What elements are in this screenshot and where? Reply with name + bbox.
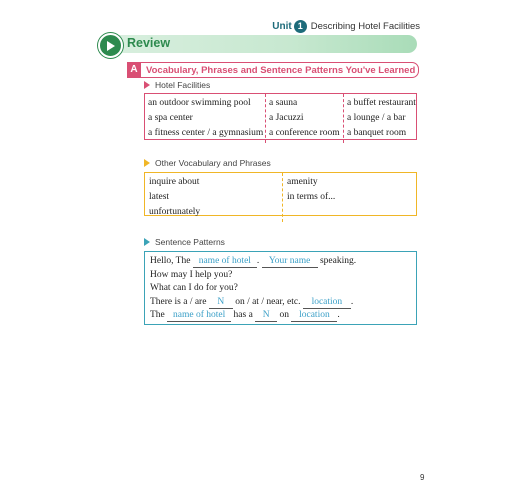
unit-header	[272, 20, 420, 33]
hotel-facilities-box	[144, 93, 417, 140]
review-title: Review	[127, 36, 171, 50]
facilities-column	[343, 94, 418, 143]
vocab-item: in terms of...	[287, 192, 336, 202]
pattern-line	[150, 255, 411, 269]
unit-number-badge: 1	[294, 20, 307, 33]
vocab-item: amenity	[287, 177, 318, 187]
sentence-patterns-heading-label: Sentence Patterns	[155, 237, 225, 247]
pattern-text: speaking.	[319, 256, 357, 266]
unit-label: Unit	[272, 21, 292, 32]
facility-item: a banquet room	[347, 128, 407, 138]
triangle-bullet-icon	[144, 81, 150, 89]
hotel-facilities-heading	[144, 80, 210, 90]
fill-in-blank: N	[255, 310, 277, 322]
pattern-text: on / at / near, etc.	[235, 296, 301, 307]
pattern-text: on	[279, 310, 290, 320]
vocab-item: inquire about	[149, 177, 200, 187]
vocab-item: latest	[149, 192, 170, 202]
pattern-text: There is a / are	[150, 296, 207, 307]
pattern-text: has a	[233, 310, 253, 320]
other-vocab-box	[144, 172, 417, 216]
facility-item: a conference room	[269, 128, 340, 138]
vocab-column	[145, 173, 282, 222]
section-a-header	[127, 62, 419, 78]
fill-in-blank: location	[303, 297, 351, 309]
other-vocab-heading-label: Other Vocabulary and Phrases	[155, 158, 271, 168]
section-a-badge: A	[127, 63, 141, 77]
pattern-text: Hello, The	[150, 256, 191, 266]
hotel-facilities-heading-label: Hotel Facilities	[155, 80, 211, 90]
page-number: 9	[420, 473, 425, 482]
pattern-text: .	[256, 256, 260, 266]
play-icon	[98, 33, 123, 58]
facility-item: a Jacuzzi	[269, 113, 304, 123]
fill-in-blank: Your name	[262, 256, 318, 268]
pattern-text: The	[150, 310, 165, 320]
pattern-line	[150, 296, 411, 310]
pattern-text: .	[337, 310, 340, 320]
triangle-bullet-icon	[144, 238, 150, 246]
facility-item: a fitness center / a gymnasium	[148, 128, 264, 138]
unit-title: Describing Hotel Facilities	[310, 21, 420, 32]
facility-item: an outdoor swimming pool	[148, 98, 251, 108]
pattern-text: .	[350, 296, 354, 307]
fill-in-blank: location	[291, 310, 337, 322]
facility-item: a buffet restaurant	[347, 98, 416, 108]
vocab-column	[282, 173, 418, 222]
fill-in-blank: name of hotel	[193, 256, 257, 268]
sentence-patterns-box	[144, 251, 417, 325]
pattern-line: What can I do for you?	[150, 283, 238, 293]
fill-in-blank: N	[209, 297, 233, 309]
triangle-bullet-icon	[144, 159, 150, 167]
facility-item: a lounge / a bar	[347, 113, 406, 123]
sentence-patterns-heading	[144, 237, 225, 247]
facilities-column	[265, 94, 343, 143]
facility-item: a spa center	[148, 113, 193, 123]
facilities-column	[145, 94, 265, 143]
section-a-title: Vocabulary, Phrases and Sentence Patterns You've Learned	[146, 64, 416, 76]
other-vocab-heading	[144, 158, 271, 168]
vocab-item: unfortunately	[149, 207, 201, 217]
pattern-line	[150, 309, 411, 323]
fill-in-blank: name of hotel	[167, 310, 231, 322]
pattern-line: How may I help you?	[150, 269, 233, 280]
facility-item: a sauna	[269, 98, 298, 108]
